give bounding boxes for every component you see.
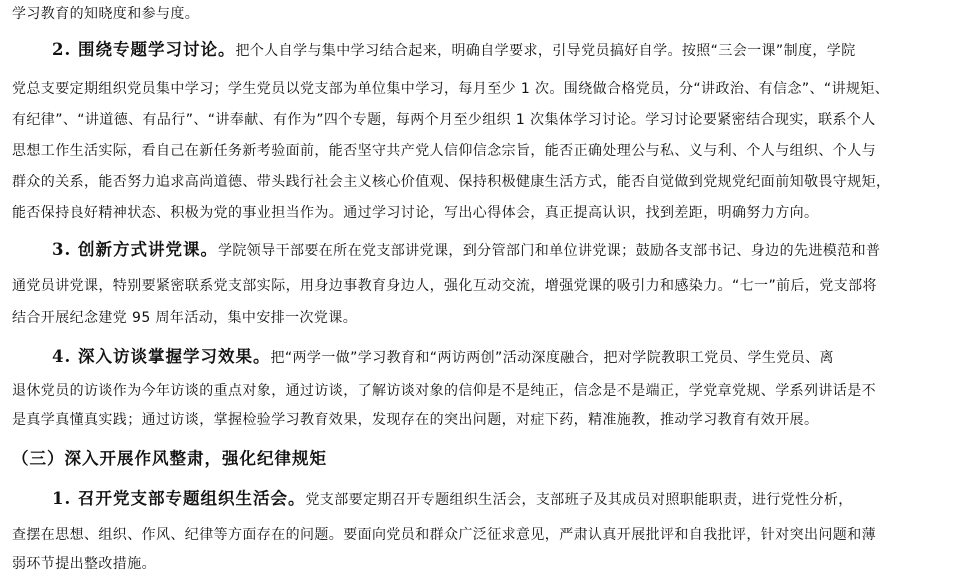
paragraph-line: 是真学真懂真实践；通过访谈，掌握检验学习教育效果，发现存在的突出问题，对症下药，精准施教，推动学习教育有效开展。 [12,412,819,428]
paragraph-text: 学院领导干部要在所在党支部讲党课，到分管部门和单位讲党课；鼓励各支部书记、身边的先进模范和普 [217,243,881,259]
paragraph-line: 弱环节提出整改措施。 [12,556,156,572]
paragraph-line: 有纪律”、“讲道德、有品行”、“讲奉献、有作为”四个专题，每两个月至少组织 1 次集体学习讨论。学习讨论要紧密结合现实，联系个人 [12,112,876,128]
paragraph-first-line [52,40,856,62]
paragraph-line: 能否保持良好精神状态、积极为党的事业担当作为。通过学习讨论，写出心得体会，真正提高认识，找到差距，明确努力方向。 [12,205,819,221]
paragraph-line: 思想工作生活实际，看自己在新任务新考验面前，能否坚守共产党人信仰信念宗旨，能否正确处理公与私、义与利、个人与组织、个人与 [12,143,876,159]
section-heading: 4. 深入访谈掌握学习效果。 [52,347,271,366]
paragraph-first-line [52,489,853,511]
paragraph-text: 党支部要定期召开专题组织生活会，支部班子及其成员对照职能职责，进行党性分析， [305,492,853,508]
paragraph-line: 查摆在思想、组织、作风、纪律等方面存在的问题。要面向党员和群众广泛征求意见，严肃认真开展批评和自我批评，针对突出问题和薄 [12,527,876,543]
paragraph-first-line [52,240,880,262]
paragraph-line: 退休党员的访谈作为今年访谈的重点对象，通过访谈，了解访谈对象的信仰是不是纯正，信念是不是端正，学党章党规、学系列讲话是不 [12,383,876,399]
paragraph-line: 党总支要定期组织党员集中学习；学生党员以党支部为单位集中学习，每月至少 1 次。围绕做合格党员，分“讲政治、有信念”、“讲规矩、 [12,81,890,97]
section-heading: 2. 围绕专题学习讨论。 [52,40,236,59]
paragraph-first-line [52,347,834,369]
paragraph-line: 通党员讲党课，特别要紧密联系党支部实际，用身边事教育身边人，强化互动交流，增强党课的吸引力和感染力。“七一”前后，党支部将 [12,278,877,294]
paragraph-text: 把“两学一做”学习教育和“两访两创”活动深度融合，把对学院教职工党员、学生党员、离 [270,350,834,366]
paragraph-line: 结合开展纪念建党 95 周年活动，集中安排一次党课。 [12,310,358,326]
section-heading: 3. 创新方式讲党课。 [52,240,218,259]
paragraph-text: 把个人自学与集中学习结合起来，明确自学要求，引导党员搞好自学。按照“三会一课”制度，学院 [235,43,856,59]
paragraph-line: 学习教育的知晓度和参与度。 [12,6,200,22]
section-title: （三）深入开展作风整肃，强化纪律规矩 [12,449,327,468]
section-heading: 1. 召开党支部专题组织生活会。 [52,489,306,508]
paragraph-line: 群众的关系，能否努力追求高尚道德、带头践行社会主义核心价值观、保持积极健康生活方式，能否自觉做到党规党纪面前知敬畏守规矩， [12,174,891,190]
